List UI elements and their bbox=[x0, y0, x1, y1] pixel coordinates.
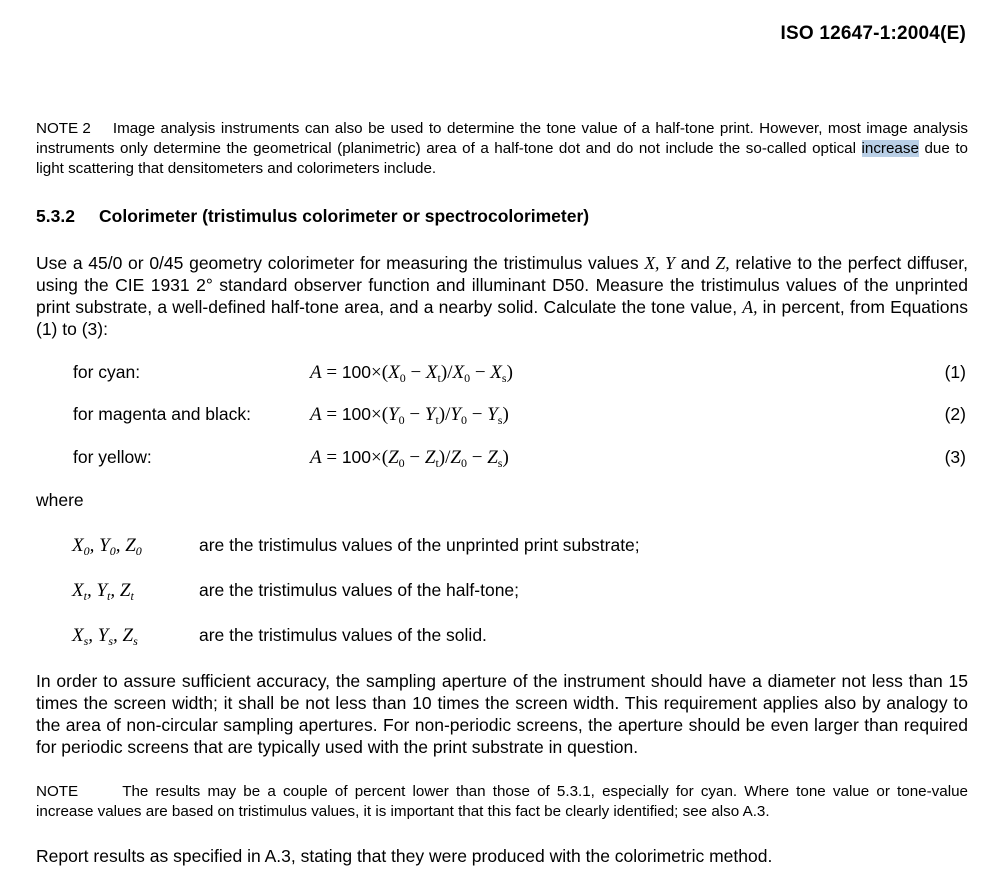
section-heading bbox=[36, 206, 589, 227]
formula-variable: Y bbox=[388, 404, 399, 425]
formula-term bbox=[490, 362, 506, 383]
selected-word[interactable]: increase bbox=[861, 140, 919, 157]
symbol-z: Z, bbox=[715, 253, 730, 273]
formula-variable: Z bbox=[487, 447, 498, 468]
document-id: ISO 12647-1:2004(E) bbox=[780, 23, 966, 44]
equation-number: (1) bbox=[944, 362, 966, 382]
equation-row bbox=[0, 404, 1002, 428]
formula-variable: Y bbox=[97, 625, 109, 646]
formula-minus: − bbox=[404, 404, 425, 425]
formula-paren: ) bbox=[438, 404, 446, 425]
definition-symbols bbox=[72, 580, 134, 604]
formula-term bbox=[388, 447, 405, 468]
formula-subscript: s bbox=[108, 634, 114, 648]
formula-term bbox=[450, 447, 467, 468]
formula-variable: Z bbox=[450, 447, 461, 468]
formula-subscript: 0 bbox=[464, 371, 471, 385]
formula-lhs: A bbox=[310, 362, 322, 383]
formula-term bbox=[120, 580, 134, 601]
equation-number: (2) bbox=[944, 404, 966, 424]
formula-variable: X bbox=[72, 535, 84, 556]
formula-subscript: t bbox=[130, 589, 134, 603]
formula-paren: ( bbox=[381, 362, 389, 383]
formula-term bbox=[125, 535, 142, 556]
formula-term bbox=[98, 625, 113, 646]
formula-subscript: 0 bbox=[399, 371, 406, 385]
equation-formula bbox=[310, 447, 509, 471]
definition-symbols bbox=[72, 535, 142, 559]
formula-times: × bbox=[371, 447, 382, 468]
formula-constant: 100 bbox=[341, 447, 372, 467]
formula-variable: X bbox=[72, 580, 84, 601]
formula-variable: Z bbox=[388, 447, 399, 468]
formula-subscript: s bbox=[133, 634, 138, 648]
formula-constant: 100 bbox=[341, 362, 372, 382]
formula-subscript: 0 bbox=[83, 544, 90, 558]
symbol-separator: , bbox=[86, 580, 97, 601]
formula-term bbox=[452, 362, 470, 383]
formula-constant: 100 bbox=[341, 404, 372, 424]
formula-minus: − bbox=[404, 447, 425, 468]
section-number: 5.3.2 bbox=[36, 206, 75, 226]
formula-slash: / bbox=[445, 447, 451, 468]
formula-equals: = bbox=[321, 404, 342, 425]
section-title: Colorimeter (tristimulus colorimeter or spectrocolorimeter) bbox=[99, 206, 590, 226]
formula-subscript: s bbox=[83, 634, 89, 648]
formula-paren: ( bbox=[381, 447, 389, 468]
formula-lhs: A bbox=[310, 404, 322, 425]
formula-term bbox=[450, 404, 467, 425]
formula-paren: ) bbox=[438, 447, 446, 468]
formula-subscript: t bbox=[437, 371, 441, 385]
formula-term bbox=[425, 447, 439, 468]
formula-paren: ) bbox=[502, 447, 509, 468]
formula-subscript: s bbox=[497, 413, 503, 427]
equation-row bbox=[0, 362, 1002, 386]
accuracy-paragraph: In order to assure sufficient accuracy, the sampling aperture of the instrument should have a diameter not less than 15 times the screen width; it shall be not less than 10 times the screen width. This requirement applies also by analogy to the area of non-circular sampling apertures. For non-periodic screens, the aperture should be even larger than required for periodic screens that are typically used with the print substrate in question. bbox=[36, 671, 968, 757]
symbol-separator: , bbox=[88, 625, 98, 646]
formula-subscript: t bbox=[435, 413, 439, 427]
symbol-x: X, bbox=[644, 253, 660, 273]
intro-text-4: relative to the perfect diffuser, using the CIE 1931 2° standard observer function and illuminant D50. Measure the tristimulus values of the unprinted print substrate, a well-defined half-tone area, and a nearby solid. Calculate the tone value, bbox=[36, 253, 968, 317]
formula-variable: X bbox=[490, 362, 502, 383]
intro-paragraph bbox=[36, 252, 968, 340]
symbol-a: A, bbox=[742, 297, 758, 317]
formula-paren: ) bbox=[440, 362, 448, 383]
formula-term bbox=[425, 404, 439, 425]
formula-variable: X bbox=[452, 362, 465, 383]
formula-variable: Z bbox=[122, 625, 134, 646]
formula-subscript: t bbox=[83, 589, 87, 603]
formula-variable: X bbox=[425, 362, 438, 383]
formula-minus: − bbox=[466, 447, 488, 468]
equation-formula bbox=[310, 362, 513, 386]
formula-term bbox=[99, 535, 116, 556]
formula-subscript: 0 bbox=[398, 456, 405, 470]
formula-minus: − bbox=[466, 404, 488, 425]
formula-term bbox=[487, 447, 502, 468]
formula-variable: Y bbox=[424, 404, 436, 425]
formula-term bbox=[388, 404, 405, 425]
formula-paren: ( bbox=[381, 404, 389, 425]
formula-minus: − bbox=[405, 362, 426, 383]
symbol-y: Y bbox=[665, 253, 675, 273]
definition-text: are the tristimulus values of the half-tone; bbox=[199, 580, 520, 600]
formula-minus: − bbox=[470, 362, 491, 383]
formula-subscript: 0 bbox=[135, 544, 142, 558]
formula-slash: / bbox=[447, 362, 453, 383]
formula-variable: X bbox=[72, 625, 84, 646]
formula-subscript: 0 bbox=[460, 456, 467, 470]
where-label: where bbox=[36, 490, 84, 510]
note-2 bbox=[36, 119, 968, 179]
formula-subscript: 0 bbox=[398, 413, 405, 427]
formula-subscript: 0 bbox=[460, 413, 467, 427]
formula-times: × bbox=[371, 362, 382, 383]
symbol-separator: , bbox=[110, 580, 120, 601]
formula-times: × bbox=[371, 404, 382, 425]
formula-paren: ) bbox=[506, 362, 513, 383]
formula-term bbox=[72, 625, 88, 646]
formula-paren: ) bbox=[502, 404, 509, 425]
formula-variable: Y bbox=[487, 404, 498, 425]
formula-variable: Z bbox=[119, 580, 131, 601]
formula-variable: Y bbox=[99, 535, 110, 556]
equation-formula bbox=[310, 404, 509, 428]
formula-term bbox=[388, 362, 406, 383]
intro-text-3: and bbox=[674, 253, 716, 273]
formula-term bbox=[426, 362, 441, 383]
equation-label: for yellow: bbox=[73, 447, 152, 467]
equation-label: for cyan: bbox=[73, 362, 141, 382]
definition-symbols bbox=[72, 625, 138, 649]
formula-subscript: t bbox=[107, 589, 111, 603]
formula-variable: Z bbox=[424, 447, 436, 468]
formula-slash: / bbox=[445, 404, 451, 425]
symbol-separator: , bbox=[115, 535, 126, 556]
note-label: NOTE bbox=[36, 783, 79, 800]
formula-subscript: 0 bbox=[109, 544, 116, 558]
formula-equals: = bbox=[321, 447, 342, 468]
formula-equals: = bbox=[321, 362, 342, 383]
formula-subscript: t bbox=[435, 456, 439, 470]
symbol-separator: , bbox=[89, 535, 100, 556]
note bbox=[36, 782, 968, 822]
report-paragraph: Report results as specified in A.3, stating that they were produced with the colorimetric method. bbox=[36, 846, 773, 866]
formula-variable: X bbox=[388, 362, 400, 383]
equation-label: for magenta and black: bbox=[73, 404, 252, 424]
note-2-label: NOTE 2 bbox=[36, 120, 91, 137]
formula-term bbox=[487, 404, 502, 425]
note-2-text-end: due to light scattering that densitometers and colorimeters include. bbox=[36, 140, 968, 177]
symbol-separator: , bbox=[113, 625, 123, 646]
formula-lhs: A bbox=[310, 447, 322, 468]
formula-variable: Y bbox=[450, 404, 461, 425]
equation-number: (3) bbox=[944, 447, 966, 467]
formula-variable: Z bbox=[125, 535, 136, 556]
formula-term bbox=[72, 580, 87, 601]
formula-subscript: s bbox=[501, 371, 507, 385]
formula-term bbox=[96, 580, 110, 601]
note-text: The results may be a couple of percent lower than those of 5.3.1, especially for cyan. Where tone value or tone-value increase values are based on tristimulus values, it is important that this fact be clearly identified; see also A.3. bbox=[36, 783, 968, 820]
intro-text-5: in percent, from Equations (1) to (3): bbox=[36, 297, 969, 339]
definition-text: are the tristimulus values of the unprinted print substrate; bbox=[199, 535, 640, 555]
formula-variable: Y bbox=[96, 580, 108, 601]
intro-text-1: Use a 45/0 or 0/45 geometry colorimeter for measuring the tristimulus values bbox=[36, 253, 645, 273]
formula-term bbox=[123, 625, 138, 646]
equation-row bbox=[0, 447, 1002, 471]
formula-subscript: s bbox=[497, 456, 503, 470]
definition-text: are the tristimulus values of the solid. bbox=[199, 625, 487, 645]
note-2-text-start: Image analysis instruments can also be used to determine the tone value of a half-tone print. However, most image analysis instruments only determine the geometrical (planimetric) area of a half-tone dot and do not include the so-called optical bbox=[36, 120, 968, 157]
formula-term bbox=[72, 535, 90, 556]
